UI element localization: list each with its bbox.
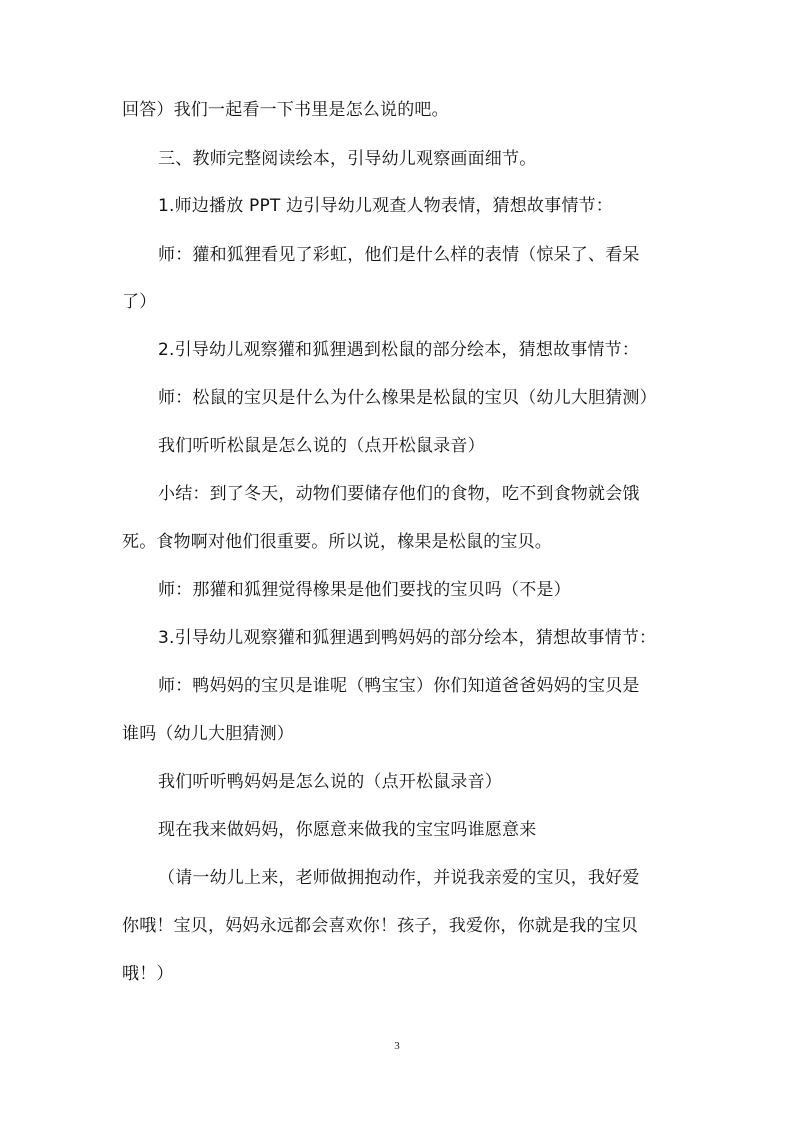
paragraph-line: 小结：到了冬天，动物们要储存他们的食物，吃不到食物就会饿 — [158, 484, 640, 504]
paragraph-line: 谁吗（幼儿大胆猜测） — [122, 724, 294, 744]
paragraph-line: （请一幼儿上来，老师做拥抱动作，并说我亲爱的宝贝，我好爱 — [158, 868, 640, 888]
paragraph-line: 死。食物啊对他们很重要。所以说，橡果是松鼠的宝贝。 — [122, 532, 552, 552]
paragraph-line: 1.师边播放 PPT 边引导幼儿观查人物表情，猜想故事情节： — [158, 196, 613, 216]
paragraph-line: 你哦！宝贝，妈妈永远都会喜欢你！孩子，我爱你，你就是我的宝贝 — [122, 916, 638, 936]
paragraph-line: 了） — [122, 292, 157, 312]
paragraph-line: 哦！） — [122, 964, 174, 984]
paragraph-line: 师：那獾和狐狸觉得橡果是他们要找的宝贝吗（不是） — [158, 580, 571, 600]
paragraph-line: 我们听听鸭妈妈是怎么说的（点开松鼠录音） — [158, 772, 502, 792]
paragraph-line: 3.引导幼儿观察獾和狐狸遇到鸭妈妈的部分绘本，猜想故事情节： — [158, 628, 657, 648]
paragraph-line: 2.引导幼儿观察獾和狐狸遇到松鼠的部分绘本，猜想故事情节： — [158, 340, 640, 360]
paragraph-line: 三、教师完整阅读绘本，引导幼儿观察画面细节。 — [158, 149, 537, 169]
paragraph-line: 师：獾和狐狸看见了彩虹，他们是什么样的表情（惊呆了、看呆 — [158, 245, 640, 265]
paragraph-line: 回答）我们一起看一下书里是怎么说的吧。 — [122, 100, 449, 120]
paragraph-line: 我们听听松鼠是怎么说的（点开松鼠录音） — [158, 436, 485, 456]
page-number: 3 — [394, 1040, 400, 1052]
paragraph-line: 师：鸭妈妈的宝贝是谁呢（鸭宝宝）你们知道爸爸妈妈的宝贝是 — [158, 676, 640, 696]
paragraph-line: 师：松鼠的宝贝是什么为什么橡果是松鼠的宝贝（幼儿大胆猜测） — [158, 388, 657, 408]
paragraph-line: 现在我来做妈妈，你愿意来做我的宝宝吗谁愿意来 — [158, 820, 537, 840]
